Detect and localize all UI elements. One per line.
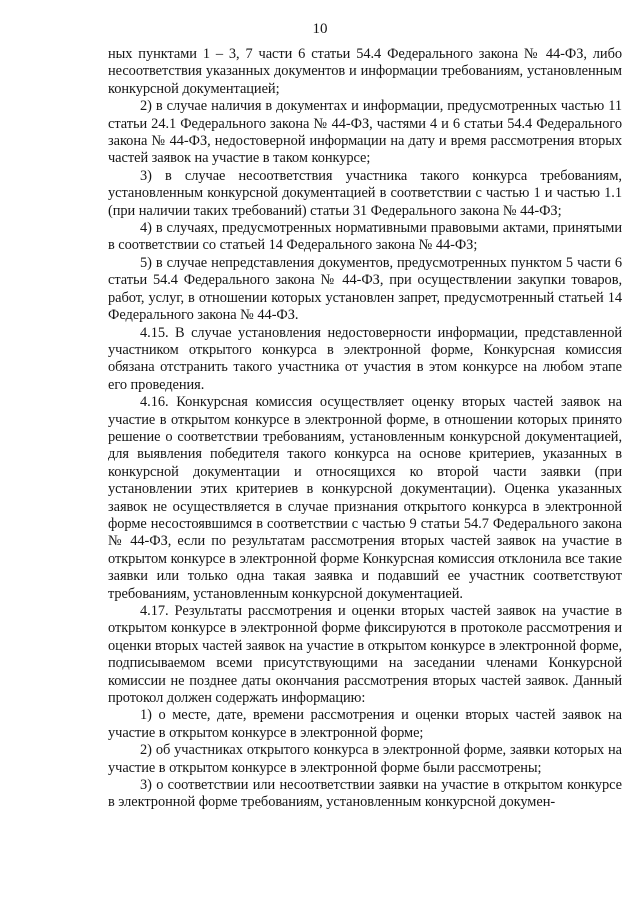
paragraph: 4) в случаях, предусмотренных нормативными правовыми актами, принятыми в соответствии со статьей 14 Федерального закона № 44-ФЗ; — [108, 220, 622, 254]
paragraph: ных пунктами 1 – 3, 7 части 6 статьи 54.4 Федерального закона № 44-ФЗ, либо несоответствия указанных документов и информации требованиям, установленным конкурсной документацией; — [108, 46, 622, 97]
paragraph: 4.15. В случае установления недостоверности информации, представленной участником открытого конкурса в электронной форме, Конкурсная комиссия обязана отстранить такого участника от участия в этом конкурсе на любом этапе его проведения. — [108, 324, 622, 393]
document-body — [108, 46, 622, 812]
page-number: 10 — [312, 21, 328, 37]
paragraph: 3) в случае несоответствия участника такого конкурса требованиям, установленным конкурсной документацией в соответствии с частью 1 и частью 1.1 (при наличии таких требований) статьи 31 Федерального закона № 44-ФЗ; — [108, 167, 622, 219]
paragraph: 5) в случае непредставления документов, предусмотренных пунктом 5 части 6 статьи 54.4 Федерального закона № 44-ФЗ, при осуществлении закупки товаров, работ, услуг, в отношении которых установлен запрет, предусмотренный статьей 14 Федерального закона № 44-ФЗ. — [108, 254, 622, 324]
paragraph: 4.17. Результаты рассмотрения и оценки вторых частей заявок на участие в открытом конкурсе в электронной форме фиксируются в протоколе рассмотрения и оценки вторых частей заявок на участие в открытом конкурсе в электронной форме, подписываемом всеми присутствующими на заседании членами Конкурсной комиссии не позднее даты окончания рассмотрения вторых частей заявок. Данный протокол должен содержать информацию: — [108, 603, 622, 707]
paragraph: 4.16. Конкурсная комиссия осуществляет оценку вторых частей заявок на участие в открытом конкурсе в электронной форме, в отношении которых принято решение о соответствии требованиям, установленным конкурсной документацией, для выявления победителя такого конкурса на основе критериев, указанных в конкурсной документации и относящихся ко второй части заявки (при установлении этих критериев в конкурсной документации). Оценка указанных заявок не осуществляется в случае признания открытого конкурса в электронной форме несостоявшимся в соответствии с частью 9 статьи 54.7 Федерального закона № 44-ФЗ, если по результатам рассмотрения вторых частей заявок на участие в открытом конкурсе в электронной форме Конкурсная комиссия отклонила все такие заявки или только одна такая заявка и подавший ее участник соответствуют требованиям, установленным конкурсной документацией. — [108, 394, 622, 602]
paragraph: 2) в случае наличия в документах и информации, предусмотренных частью 11 статьи 24.1 Федерального закона № 44-ФЗ, частями 4 и 6 статьи 54.4 Федерального закона № 44-ФЗ, недостоверной информации на дату и время рассмотрения вторых частей заявок на участие в таком конкурсе; — [108, 98, 622, 167]
paragraph: 2) об участниках открытого конкурса в электронной форме, заявки которых на участие в открытом конкурсе в электронной форме были рассмотрены; — [108, 742, 622, 776]
paragraph: 3) о соответствии или несоответствии заявки на участие в открытом конкурсе в электронной форме требованиям, установленным конкурсной докумен- — [108, 777, 622, 811]
paragraph: 1) о месте, дате, времени рассмотрения и оценки вторых частей заявок на участие в открытом конкурсе в электронной форме; — [108, 707, 622, 741]
